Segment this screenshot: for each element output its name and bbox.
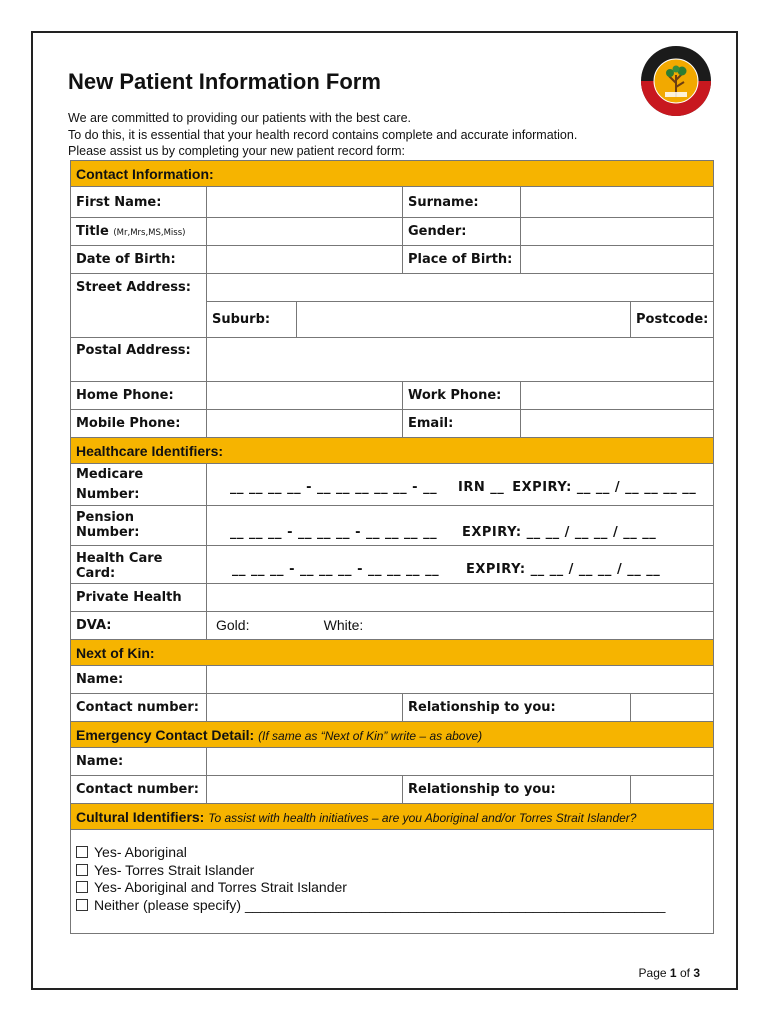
label-street-address: Street Address: — [71, 274, 207, 338]
medicare-number-blank: __ __ __ __ - __ __ __ __ __ - __ — [230, 480, 438, 495]
section-header-contact: Contact Information: — [71, 161, 714, 187]
surname-field[interactable] — [521, 187, 714, 218]
dva-white-label: White: — [323, 617, 364, 633]
cultural-option-4[interactable] — [76, 897, 708, 915]
label-emergency-relationship: Relationship to you: — [403, 776, 631, 804]
section-header-next-of-kin: Next of Kin: — [71, 640, 714, 666]
label-health-care-card: Health Care Card: — [71, 546, 207, 584]
checkbox-icon[interactable] — [76, 864, 88, 876]
intro-line-2: To do this, it is essential that your health record contains complete and accurate information. — [68, 127, 578, 142]
email-field[interactable] — [521, 410, 714, 438]
label-mobile-phone: Mobile Phone: — [71, 410, 207, 438]
cultural-option-3[interactable] — [76, 879, 708, 897]
pension-number-field[interactable] — [207, 506, 714, 546]
work-phone-field[interactable] — [521, 382, 714, 410]
page-current: 1 — [669, 966, 677, 980]
label-home-phone: Home Phone: — [71, 382, 207, 410]
cultural-option-1-label: Yes- Aboriginal — [94, 844, 187, 860]
health-care-card-expiry-blank: EXPIRY: __ __ / __ __ / __ __ — [466, 562, 661, 577]
kin-contact-field[interactable] — [207, 694, 403, 722]
section-header-healthcare: Healthcare Identifiers: — [71, 438, 714, 464]
dva-gold-label: Gold: — [216, 617, 250, 633]
medicare-expiry-blank: EXPIRY: __ __ / __ __ __ __ — [512, 480, 697, 495]
label-dob: Date of Birth: — [71, 246, 207, 274]
page-of: of — [679, 966, 690, 980]
cultural-option-1[interactable] — [76, 844, 708, 862]
postal-address-field[interactable] — [207, 338, 714, 382]
cultural-option-3-label: Yes- Aboriginal and Torres Strait Islander — [94, 879, 347, 895]
label-surname: Surname: — [403, 187, 521, 218]
emergency-relationship-field[interactable] — [631, 776, 714, 804]
label-email: Email: — [403, 410, 521, 438]
dva-field[interactable] — [207, 612, 714, 640]
kin-name-field[interactable] — [207, 666, 714, 694]
kin-relationship-field[interactable] — [631, 694, 714, 722]
section-header-cultural — [71, 804, 714, 830]
emergency-header-note: (If same as “Next of Kin” write – as above) — [258, 728, 483, 743]
cultural-option-2[interactable] — [76, 862, 708, 880]
first-name-field[interactable] — [207, 187, 403, 218]
label-work-phone: Work Phone: — [403, 382, 521, 410]
gender-field[interactable] — [521, 218, 714, 246]
health-care-card-field[interactable] — [207, 546, 714, 584]
cultural-options — [71, 830, 714, 934]
form-page — [31, 31, 738, 990]
label-emergency-contact: Contact number: — [71, 776, 207, 804]
patient-form-table — [70, 160, 714, 934]
cultural-option-4-label: Neither (please specify) ______________________________________________________ — [94, 896, 666, 913]
page-title: New Patient Information Form — [68, 69, 381, 94]
label-private-health: Private Health — [71, 584, 207, 612]
intro-line-1: We are committed to providing our patients with the best care. — [68, 111, 411, 125]
private-health-field[interactable] — [207, 584, 714, 612]
section-header-emergency — [71, 722, 714, 748]
label-pension-number: Pension Number: — [71, 506, 207, 546]
label-suburb: Suburb: — [207, 302, 297, 338]
label-title — [71, 218, 207, 246]
emergency-name-field[interactable] — [207, 748, 714, 776]
title-field[interactable] — [207, 218, 403, 246]
intro-line-3: Please assist us by completing your new patient record form: — [68, 144, 405, 158]
pension-number-blank: __ __ __ - __ __ __ - __ __ __ __ — [230, 525, 438, 540]
label-dva: DVA: — [71, 612, 207, 640]
street-address-field[interactable] — [207, 274, 714, 302]
cultural-header-text: Cultural Identifiers: — [76, 808, 205, 825]
emergency-contact-field[interactable] — [207, 776, 403, 804]
pension-expiry-blank: EXPIRY: __ __ / __ __ / __ __ — [462, 525, 657, 540]
page-prefix: Page — [638, 966, 667, 980]
page-number — [639, 966, 700, 980]
checkbox-icon[interactable] — [76, 899, 88, 911]
label-emergency-name: Name: — [71, 748, 207, 776]
dob-field[interactable] — [207, 246, 403, 274]
checkbox-icon[interactable] — [76, 846, 88, 858]
label-medicare-line-2: Number: — [76, 486, 140, 502]
suburb-field[interactable] — [297, 302, 631, 338]
label-postal-address: Postal Address: — [71, 338, 207, 382]
label-kin-name: Name: — [71, 666, 207, 694]
cultural-option-2-label: Yes- Torres Strait Islander — [94, 861, 255, 878]
label-pob: Place of Birth: — [403, 246, 521, 274]
pob-field[interactable] — [521, 246, 714, 274]
label-title-text: Title — [76, 224, 109, 239]
health-care-card-blank: __ __ __ - __ __ __ - __ __ __ __ — [232, 562, 440, 577]
medicare-irn-blank: IRN __ — [458, 480, 505, 495]
organization-logo-icon — [640, 45, 712, 117]
title-hint: (Mr,Mrs,MS,Miss) — [113, 228, 186, 238]
label-kin-relationship: Relationship to you: — [403, 694, 631, 722]
label-first-name: First Name: — [71, 187, 207, 218]
page-total: 3 — [693, 966, 700, 980]
emergency-header-text: Emergency Contact Detail: — [76, 726, 255, 743]
mobile-phone-field[interactable] — [207, 410, 403, 438]
label-kin-contact: Contact number: — [71, 694, 207, 722]
label-postcode: Postcode: — [631, 302, 714, 338]
cultural-header-note: To assist with health initiatives – are you Aboriginal and/or Torres Strait Islander? — [208, 810, 637, 825]
checkbox-icon[interactable] — [76, 881, 88, 893]
label-medicare-line-1: Medicare — [76, 466, 144, 482]
label-medicare — [71, 464, 207, 506]
home-phone-field[interactable] — [207, 382, 403, 410]
intro-text — [68, 110, 704, 160]
label-gender: Gender: — [403, 218, 521, 246]
